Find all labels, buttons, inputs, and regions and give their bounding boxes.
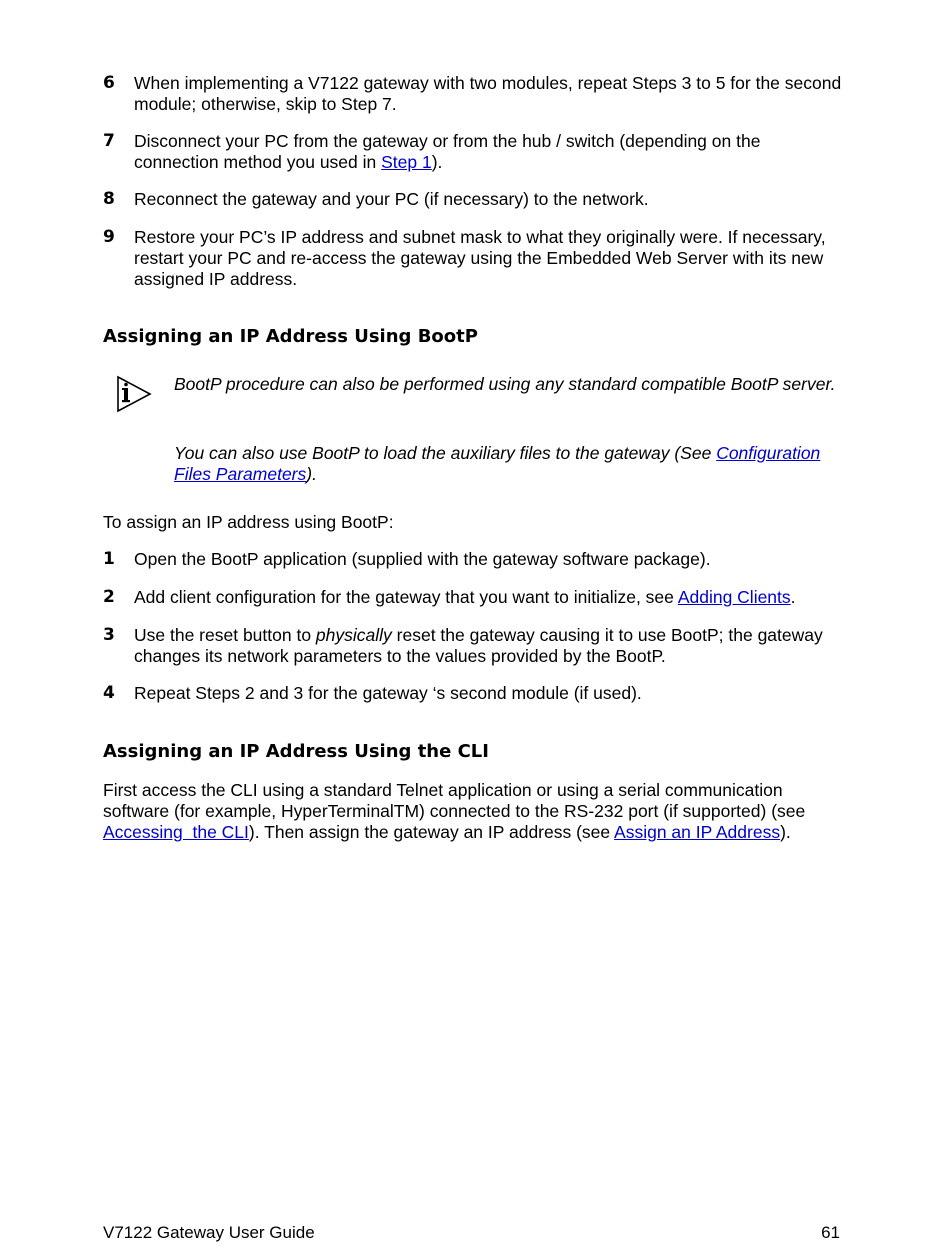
list-item	[103, 73, 848, 115]
step-text: Open the BootP application (supplied with the gateway software package).	[134, 549, 711, 569]
step-number: 1	[103, 549, 115, 569]
paragraph-text-part: First access the CLI using a standard Telnet application or using a serial communication software (for example, HyperTerminalTM) connected to the RS-232 port (if supported) (see	[103, 780, 806, 821]
step-number: 4	[103, 683, 115, 703]
section-heading-cli: Assigning an IP Address Using the CLI	[103, 741, 489, 762]
step-text	[134, 587, 848, 608]
step-text	[134, 131, 848, 173]
note-text-part: ).	[306, 464, 317, 484]
step-text-part: Add client configuration for the gateway that you want to initialize, see	[134, 587, 678, 607]
assign-ip-address-link[interactable]: Assign an IP Address	[614, 822, 781, 842]
step-text: When implementing a V7122 gateway with two modules, repeat Steps 3 to 5 for the second module; otherwise, skip to Step 7.	[134, 73, 842, 114]
list-item	[103, 625, 848, 667]
step-number: 2	[103, 587, 115, 607]
list-item	[103, 227, 848, 290]
adding-clients-link[interactable]: Adding Clients	[677, 587, 791, 607]
step-text-part: ).	[431, 152, 443, 172]
footer-title: V7122 Gateway User Guide	[103, 1223, 315, 1242]
paragraph-text-part: ).	[780, 822, 791, 842]
step-text: Restore your PC’s IP address and subnet mask to what they originally were. If necessary, restart your PC and re-access the gateway using the Embedded Web Server with its new assigned IP address.	[134, 227, 826, 289]
paragraph-text-part: ). Then assign the gateway an IP address (see	[248, 822, 615, 842]
step-text-part: reset the gateway causing it to use BootP; the gateway changes its network parameters to the values provided by the BootP.	[134, 625, 823, 666]
cli-paragraph	[103, 780, 848, 843]
list-item	[103, 549, 848, 570]
step-number: 7	[103, 131, 115, 151]
step-number: 9	[103, 227, 115, 247]
step-text-part: Use the reset button to	[134, 625, 316, 645]
list-item	[103, 587, 848, 608]
step-1-link[interactable]: Step 1	[381, 152, 432, 172]
section-heading-bootp: Assigning an IP Address Using BootP	[103, 326, 478, 347]
step-number: 6	[103, 73, 115, 93]
info-icon	[116, 375, 152, 413]
list-item	[103, 131, 848, 173]
note-text: BootP procedure can also be performed using any standard compatible BootP server.	[174, 374, 836, 394]
emphasis-text: physically	[315, 625, 392, 645]
accessing-the-cli-link[interactable]: Accessing the CLI	[103, 822, 249, 842]
bootp-intro: To assign an IP address using BootP:	[103, 512, 394, 532]
note-text	[174, 443, 844, 485]
configuration-files-parameters-link[interactable]: Configuration Files Parameters	[174, 443, 821, 484]
list-item	[103, 189, 848, 210]
step-number: 3	[103, 625, 115, 645]
step-text-part: .	[790, 587, 796, 607]
note-text-part: You can also use BootP to load the auxiliary files to the gateway (See	[174, 443, 717, 463]
step-text: Reconnect the gateway and your PC (if necessary) to the network.	[134, 189, 649, 209]
step-text-part: Disconnect your PC from the gateway or from the hub / switch (depending on the connection method you used in	[134, 131, 761, 172]
step-text: Repeat Steps 2 and 3 for the gateway ‘s second module (if used).	[134, 683, 642, 703]
list-item	[103, 683, 848, 704]
step-number: 8	[103, 189, 115, 209]
step-text	[134, 625, 848, 667]
page-number: 61	[821, 1223, 840, 1242]
